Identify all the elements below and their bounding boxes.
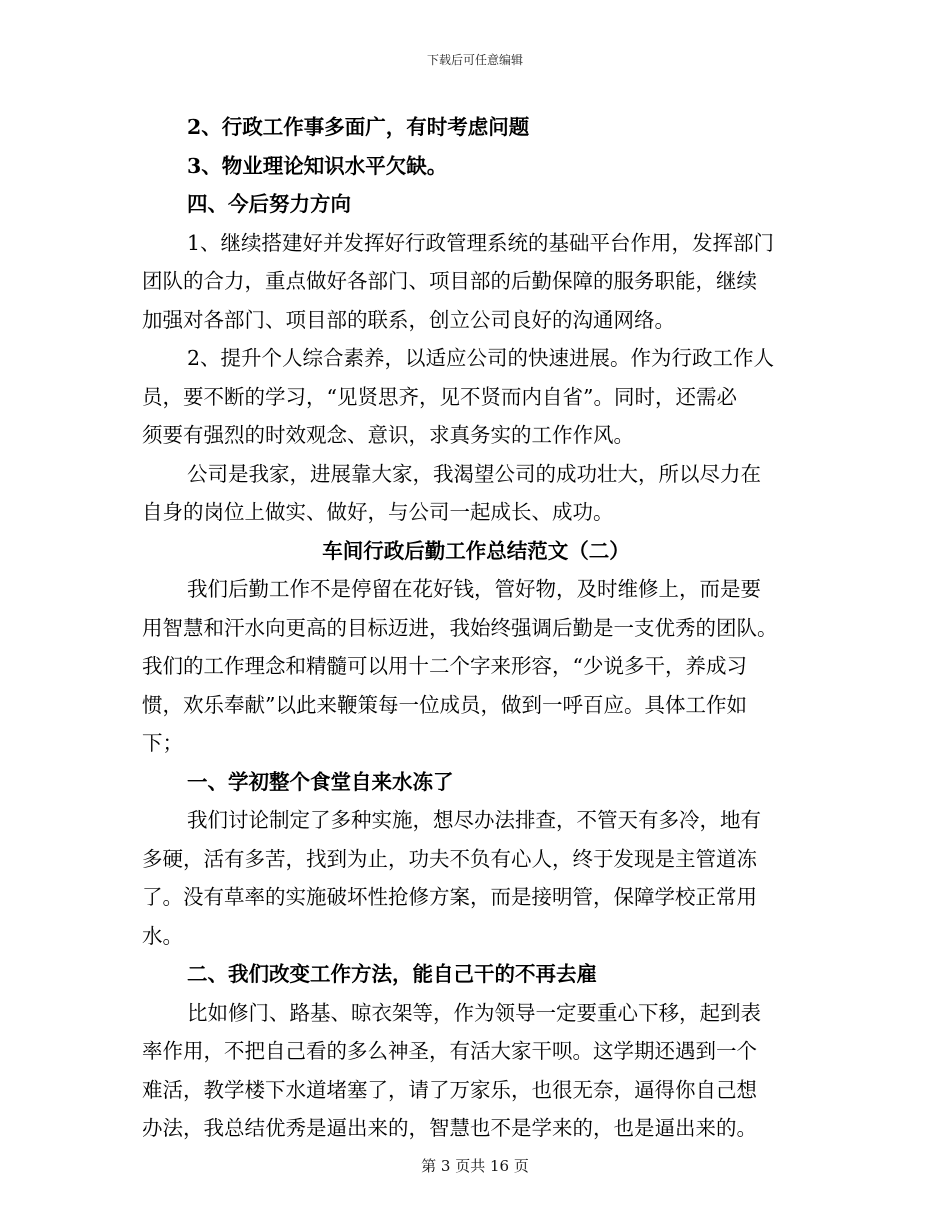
body-line: 我们后勤工作不是停留在花好钱，管好物，及时维修上，而是要 [187, 577, 761, 601]
body-line: 率作用，不把自己看的多么神圣，有活大家干呗。这学期还遇到一个 [142, 1039, 757, 1063]
heading-line: 2、行政工作事多面广，有时考虑问题 [187, 115, 530, 139]
body-line: 2、提升个人综合素养，以适应公司的快速进展。作为行政工作人 [187, 346, 775, 370]
body-line: 水。 [142, 923, 183, 948]
body-line: 难活，教学楼下水道堵塞了，请了万家乐，也很无奈，逼得你自己想 [142, 1077, 757, 1102]
body-line: 了。没有草率的实施破坏性抢修方案，而是接明管，保障学校正常用 [142, 885, 757, 909]
body-line: 1、继续搭建好并发挥好行政管理系统的基础平台作用，发挥部门 [187, 230, 775, 255]
body-line: 加强对各部门、项目部的联系，创立公司良好的沟通网络。 [142, 307, 675, 332]
body-line: 须要有强烈的时效观念、意识，求真务实的工作作风。 [142, 423, 634, 447]
page-footer: 第 3 页共 16 页 [421, 1157, 529, 1175]
body-line: 团队的合力，重点做好各部门、项目部的后勤保障的服务职能，继续 [142, 269, 757, 293]
body-line: 下； [142, 731, 183, 755]
body-line: 多硬，活有多苦，找到为止，功夫不负有心人，终于发现是主管道冻 [142, 846, 757, 871]
body-line: 我们讨论制定了多种实施，想尽办法排查，不管天有多冷，地有 [187, 808, 761, 832]
body-line: 我们的工作理念和精髓可以用十二个字来形容，“少说多干，养成习 [142, 654, 747, 678]
document-body [142, 108, 810, 1148]
body-line: 用智慧和汗水向更高的目标迈进，我始终强调后勤是一支优秀的团队。 [142, 615, 778, 640]
heading-line: 3、物业理论知识水平欠缺。 [187, 153, 448, 178]
heading-line: 一、学初整个食堂自来水冻了 [187, 769, 454, 794]
section-title: 车间行政后勤工作总结范文（二） [322, 538, 630, 563]
page-header: 下载后可任意编辑 [426, 53, 523, 67]
body-line: 公司是我家，进展靠大家，我渴望公司的成功壮大，所以尽力在 [187, 461, 761, 486]
body-line: 办法，我总结优秀是逼出来的，智慧也不是学来的，也是逼出来的。 [142, 1116, 757, 1140]
body-line: 比如修门、路基、晾衣架等，作为领导一定要重心下移，起到表 [187, 1000, 761, 1025]
body-line: 员，要不断的学习，“见贤思齐，见不贤而内自省”。同时，还需必 [142, 384, 737, 409]
heading-line: 四、今后努力方向 [187, 192, 351, 216]
body-line: 自身的岗位上做实、做好，与公司一起成长、成功。 [142, 500, 614, 524]
heading-line: 二、我们改变工作方法，能自己干的不再去雇 [187, 962, 597, 986]
body-line: 惯，欢乐奉献”以此来鞭策每一位成员，做到一呼百应。具体工作如 [142, 692, 747, 717]
